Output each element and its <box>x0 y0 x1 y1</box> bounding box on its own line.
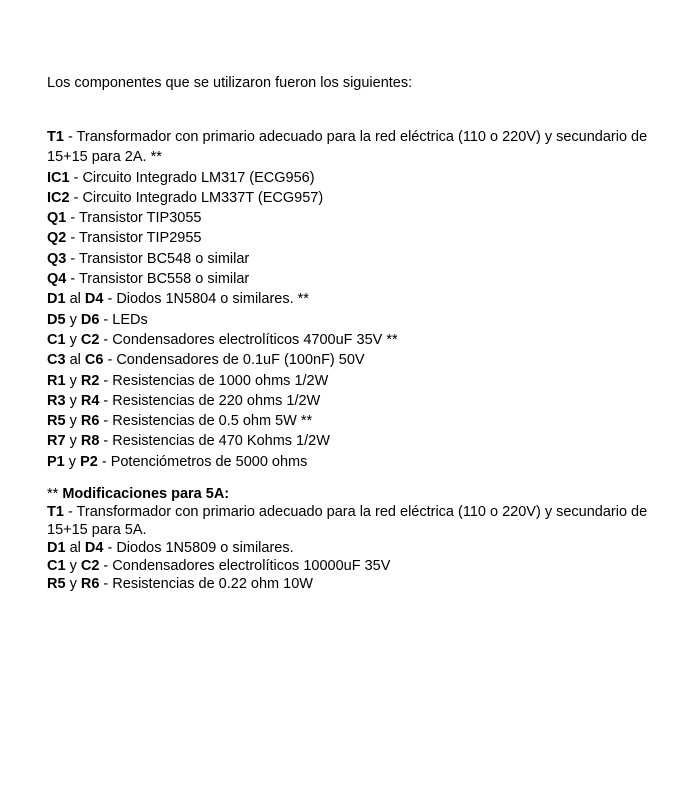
list-item <box>47 503 667 539</box>
component-description: al <box>65 352 85 369</box>
component-designator: C2 <box>80 558 100 575</box>
component-description: - Resistencias de 1000 ohms 1/2W <box>99 372 329 389</box>
list-item <box>47 249 667 269</box>
component-designator: R2 <box>80 372 100 389</box>
component-description: - Circuito Integrado LM317 (ECG956) <box>69 169 315 186</box>
component-designator: C1 <box>47 558 66 575</box>
list-item <box>47 310 667 330</box>
component-description: - Transformador con primario adecuado para la red eléctrica (110 o 220V) y secundario de 15+15 para 5A. <box>47 504 648 539</box>
component-designator: D1 <box>47 291 66 308</box>
component-designator: R4 <box>80 392 100 409</box>
component-description: y <box>64 453 81 470</box>
component-description: - Resistencias de 0.5 ohm 5W ** <box>99 413 313 430</box>
list-item <box>47 127 667 168</box>
document-body <box>47 73 667 593</box>
component-description: - Transistor BC558 o similar <box>66 271 250 288</box>
list-item <box>47 188 667 208</box>
component-designator: IC1 <box>47 169 70 186</box>
component-description: - Resistencias de 0.22 ohm 10W <box>99 576 313 593</box>
component-designator: Q4 <box>47 271 67 288</box>
component-designator: D4 <box>84 540 104 557</box>
component-designator: Q3 <box>47 250 67 267</box>
component-designator: C2 <box>80 331 100 348</box>
modifications-heading <box>47 485 667 503</box>
component-designator: C1 <box>47 331 66 348</box>
modifications-title: Modificaciones para 5A: <box>58 486 230 503</box>
component-designator: R1 <box>47 372 66 389</box>
component-designator: D6 <box>80 311 100 328</box>
component-description: - Transistor TIP2955 <box>66 230 202 247</box>
component-designator: R7 <box>47 433 66 450</box>
component-description: - Diodos 1N5804 o similares. ** <box>103 291 309 308</box>
component-designator: R5 <box>47 576 66 593</box>
modifications-stars: ** <box>47 486 59 503</box>
component-designator: C6 <box>84 352 104 369</box>
list-item <box>47 575 667 593</box>
component-description: y <box>65 413 81 430</box>
component-description: y <box>65 331 81 348</box>
list-item <box>47 411 667 431</box>
component-designator: P2 <box>80 453 98 470</box>
list-item <box>47 289 667 309</box>
component-designator: T1 <box>47 129 64 145</box>
component-description: - Transformador con primario adecuado para la red eléctrica (110 o 220V) y secundario de 15+15 para 2A. ** <box>47 129 648 166</box>
component-description: - Condensadores electrolíticos 10000uF 35V <box>99 558 391 575</box>
component-designator: R6 <box>80 413 100 430</box>
component-designator: P1 <box>47 453 65 470</box>
component-description: y <box>65 576 81 593</box>
list-item <box>47 371 667 391</box>
modifications-list <box>47 503 667 593</box>
component-description: y <box>65 558 81 575</box>
component-description: - Resistencias de 470 Kohms 1/2W <box>99 433 330 450</box>
component-designator: R6 <box>80 576 100 593</box>
component-designator: C3 <box>47 352 66 369</box>
list-item <box>47 557 667 575</box>
list-item <box>47 350 667 370</box>
component-designator: R5 <box>47 413 66 430</box>
component-designator: R3 <box>47 392 66 409</box>
component-description: - Condensadores de 0.1uF (100nF) 50V <box>103 352 365 369</box>
component-description: - Resistencias de 220 ohms 1/2W <box>99 392 321 409</box>
component-description: y <box>65 372 81 389</box>
list-item <box>47 539 667 557</box>
list-item <box>47 431 667 451</box>
component-designator: D4 <box>84 291 104 308</box>
component-designator: D1 <box>47 540 66 557</box>
component-designator: IC2 <box>47 189 70 206</box>
intro-paragraph: Los componentes que se utilizaron fueron los siguientes: <box>47 75 413 91</box>
component-description: y <box>65 311 81 328</box>
component-description: - Potenciómetros de 5000 ohms <box>97 453 308 470</box>
component-description: al <box>65 291 85 308</box>
component-designator: T1 <box>47 504 64 521</box>
component-description: - Condensadores electrolíticos 4700uF 35V ** <box>99 331 398 348</box>
list-item <box>47 208 667 228</box>
component-description: - Transistor TIP3055 <box>66 210 202 227</box>
component-designator: Q1 <box>47 210 67 227</box>
list-item <box>47 168 667 188</box>
list-item <box>47 330 667 350</box>
component-description: y <box>65 392 81 409</box>
components-list <box>47 127 667 472</box>
list-item <box>47 269 667 289</box>
list-item <box>47 391 667 411</box>
list-item <box>47 452 667 472</box>
component-description: - Circuito Integrado LM337T (ECG957) <box>69 189 324 206</box>
list-item <box>47 228 667 248</box>
component-designator: R8 <box>80 433 100 450</box>
component-designator: D5 <box>47 311 66 328</box>
component-description: - Transistor BC548 o similar <box>66 250 250 267</box>
component-description: - LEDs <box>99 311 148 328</box>
component-description: y <box>65 433 81 450</box>
component-designator: Q2 <box>47 230 67 247</box>
component-description: al <box>65 540 85 557</box>
component-description: - Diodos 1N5809 o similares. <box>103 540 294 557</box>
